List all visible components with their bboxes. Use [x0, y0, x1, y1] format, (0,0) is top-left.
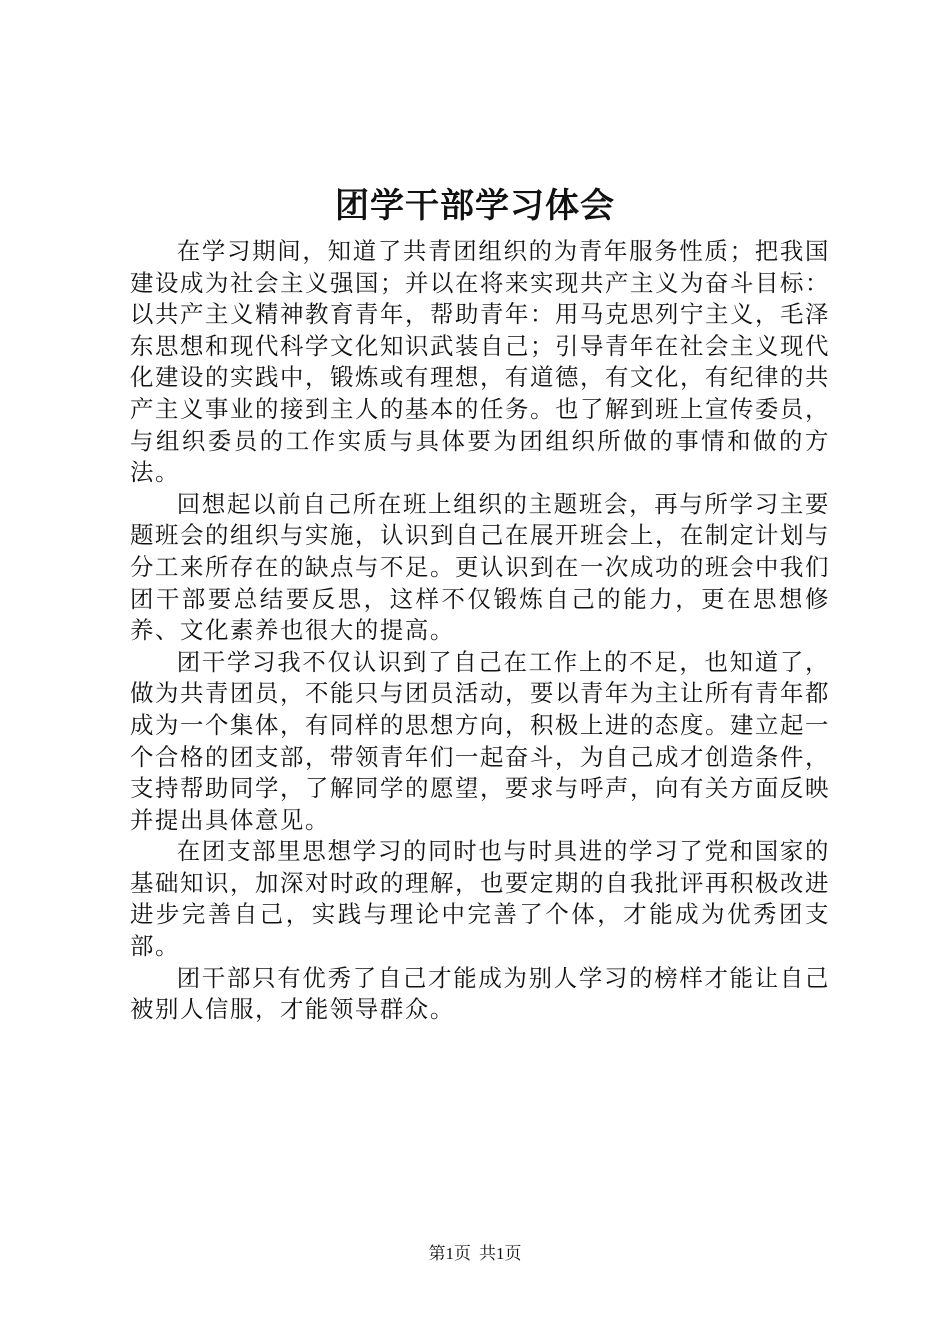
- page-number-current: 第1页: [428, 1244, 471, 1263]
- paragraph-3: 团干学习我不仅认识到了自己在工作上的不足，也知道了，做为共青团员，不能只与团员活动，要以青年为主让所有青年都成为一个集体，有同样的思想方向，积极上进的态度。建立起一个合格的团支部，带领青年们一起奋斗，为自己成才创造条件，支持帮助同学，了解同学的愿望，要求与呼声，向有关方面反映并提出具体意见。: [130, 647, 830, 834]
- page-footer: [0, 1242, 950, 1266]
- document-title: 团学干部学习体会: [335, 186, 615, 226]
- page-number-total: 共1页: [479, 1244, 522, 1263]
- paragraph-4: 在团支部里思想学习的同时也与时具进的学习了党和国家的基础知识，加深对时政的理解，也要定期的自我批评再积极改进进步完善自己，实践与理论中完善了个体，才能成为优秀团支部。: [130, 837, 830, 961]
- paragraph-5: 团干部只有优秀了自己才能成为别人学习的榜样才能让自己被别人信服，才能领导群众。: [130, 963, 830, 1024]
- paragraph-2: 回想起以前自己所在班上组织的主题班会，再与所学习主要题班会的组织与实施，认识到自己在展开班会上，在制定计划与分工来所存在的缺点与不足。更认识到在一次成功的班会中我们团干部要总结要反思，这样不仅锻炼自己的能力，更在思想修养、文化素养也很大的提高。: [130, 489, 830, 645]
- paragraph-1: 在学习期间，知道了共青团组织的为青年服务性质；把我国建设成为社会主义强国；并以在将来实现共产主义为奋斗目标：以共产主义精神教育青年，帮助青年：用马克思列宁主义，毛泽东思想和现代科学文化知识武装自己；引导青年在社会主义现代化建设的实践中，锻炼或有理想，有道德，有文化，有纪律的共产主义事业的接到主人的基本的任务。也了解到班上宣传委员，与组织委员的工作实质与具体要为团组织所做的事情和做的方法。: [130, 237, 830, 487]
- document-body: [130, 236, 830, 1026]
